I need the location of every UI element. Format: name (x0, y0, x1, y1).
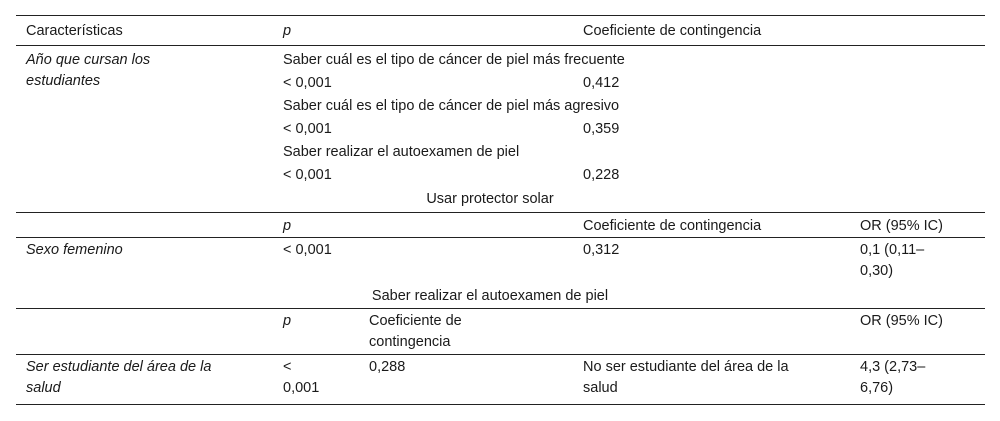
row-label-health-student: Ser estudiante del área de la salud (26, 359, 212, 396)
section3-header-or: OR (95% IC) (860, 313, 943, 329)
row-label-year: Año que cursan los estudiantes (26, 52, 151, 89)
female-coef: 0,312 (583, 242, 620, 258)
section3-header-coef: Coeficiente de contingencia (369, 313, 462, 350)
item-p: < 0,001 (283, 167, 332, 183)
item-coef: 0,359 (583, 121, 620, 137)
health-coef: 0,288 (369, 359, 406, 375)
item-label: Saber realizar el autoexamen de piel (283, 144, 520, 160)
item-label: Saber cuál es el tipo de cáncer de piel más agresivo (283, 98, 620, 114)
item-p: < 0,001 (283, 75, 332, 91)
female-or: 0,1 (0,11–0,30) (860, 242, 925, 279)
item-p: < 0,001 (283, 121, 332, 137)
rule-header (16, 45, 985, 46)
header-p: p (283, 23, 292, 39)
health-p: < 0,001 (283, 359, 320, 396)
health-or: 4,3 (2,73–6,76) (860, 359, 926, 396)
item-label: Saber cuál es el tipo de cáncer de piel más frecuente (283, 52, 625, 68)
header-coefficient: Coeficiente de contingencia (583, 23, 762, 39)
item-coef: 0,228 (583, 167, 620, 183)
header-characteristics: Características (26, 23, 123, 39)
section-title-sunscreen: Usar protector solar (426, 191, 554, 207)
section-title-self-exam: Saber realizar el autoexamen de piel (371, 288, 609, 304)
rule-section3-header (16, 354, 985, 355)
rule-top (16, 15, 985, 16)
section2-header-or: OR (95% IC) (860, 218, 943, 234)
item-coef: 0,412 (583, 75, 620, 91)
section2-header-coef: Coeficiente de contingencia (583, 218, 762, 234)
section2-header-p: p (283, 218, 292, 234)
rule-bottom (16, 404, 985, 405)
rule-section3-top (16, 308, 985, 309)
row-label-female: Sexo femenino (26, 242, 123, 258)
rule-section2-top (16, 212, 985, 213)
female-p: < 0,001 (283, 242, 332, 258)
rule-section2-header (16, 237, 985, 238)
health-reference: No ser estudiante del área de la salud (583, 359, 789, 396)
section3-header-p: p (283, 313, 292, 329)
